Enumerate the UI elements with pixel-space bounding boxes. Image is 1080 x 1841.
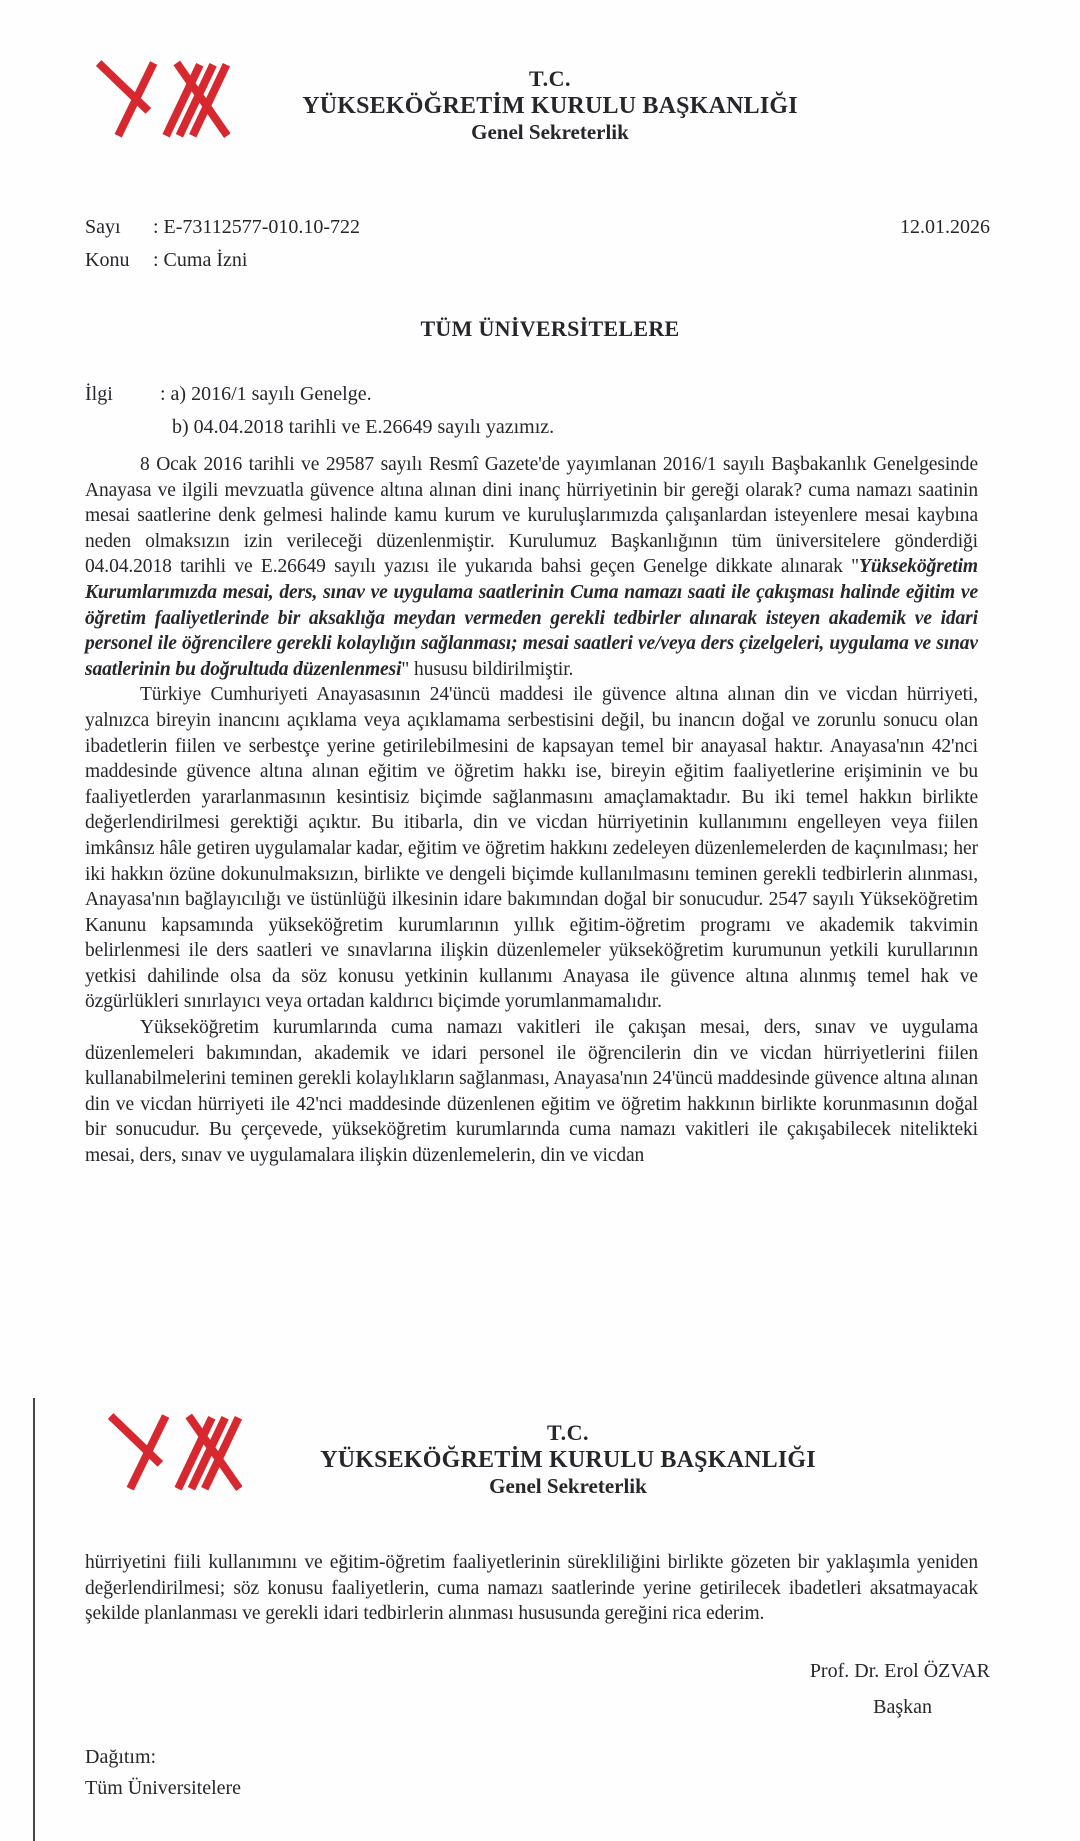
sayi-label: Sayı: [85, 216, 121, 238]
republic-title: T.C.: [529, 66, 571, 91]
signature-title: Başkan: [873, 1696, 932, 1718]
konu-row: [85, 249, 990, 272]
letter-date: 12.01.2026: [900, 216, 990, 238]
distribution-block: [85, 1742, 241, 1804]
letter-body-page2: [85, 1550, 978, 1627]
reference-item-a: [85, 378, 978, 411]
signature-name: Prof. Dr. Erol ÖZVAR: [809, 1660, 990, 1682]
konu-value: : Cuma İzni: [153, 249, 248, 271]
konu-label: Konu: [85, 249, 130, 271]
signature-block: [700, 1653, 990, 1725]
distribution-item: Tüm Üniversitelere: [85, 1777, 242, 1799]
letter-body-page1: [85, 452, 978, 1169]
ilgi-label: İlgi: [85, 383, 113, 405]
letterhead-page1: [240, 66, 860, 145]
paragraph-3: Yükseköğretim kurumlarında cuma namazı vakitleri ile çakışan mesai, ders, sınav ve uygulama düzenlemeleri bakımından, akademik ve idari personel ile öğrencilerin din ve vicdan hürriyetlerini fiilen kullanabilmelerini teminen gerekli kolaylıkların sağlanması, Anayasa'nın 24'üncü maddesinde güvence altına alınan din ve vicdan hürriyeti ile 42'nci maddesinde düzenlenen eğitim ve öğretim hakkının birlikte korunmasının doğal bir sonucudur. Bu çerçevede, yükseköğretim kurumlarında cuma namazı vakitleri ile çakışabilecek nitelikteki mesai, ders, sınav ve uygulamalara ilişkin düzenlemelerin, din ve vicdan: [85, 1017, 978, 1167]
yok-logo-icon: [88, 55, 230, 149]
department-title: Genel Sekreterlik: [489, 1474, 647, 1499]
ilgi-item-a-text: : a) 2016/1 sayılı Genelge.: [160, 383, 372, 405]
sayi-row: [85, 216, 990, 239]
organization-title: YÜKSEKÖĞRETİM KURULU BAŞKANLIĞI: [320, 1446, 816, 1473]
paragraph-2: Türkiye Cumhuriyeti Anayasasının 24'üncü maddesi ile güvence altına alınan din ve vicdan hürriyeti, yalnızca bireyin inancını açıklama veya açıklamama serbestisini değil, bu inancın doğal ve zorunlu sonucu olan ibadetlerin fiilen ve serbestçe yerine getirilebilmesini de kapsayan temel bir anayasal haktır. Anayasa'nın 42'nci maddesinde güvence altına alınan eğitim ve öğretim hakkı ise, bireyin eğitim faaliyetlerine erişiminin ve bu faaliyetlerden yararlanmasının kesintisiz biçimde sağlanmasını amaçlamaktadır. Bu iki temel hakkın birlikte değerlendirilmesi gerektiği açıktır. Bu itibarla, din ve vicdan hürriyetinin kullanımını engelleyen veya fiilen imkânsız hâle getiren uygulamalar kadar, eğitim ve öğretim hakkını zedeleyen düzenlemelerden de kaçınılması; her iki hakkın özüne dokunulmaksızın, birlikte ve dengeli biçimde kullanılmasını teminen gerekli tedbirlerin alınması, Anayasa'nın bağlayıcılığı ve üstünlüğü ilkesinin idare bakımından doğal bir sonucudur. 2547 sayılı Yükseköğretim Kanunu kapsamında yükseköğretim kurumlarının yıllık eğitim-öğretim programı ve akademik takvimin belirlenmesi ile ders saatleri ve sınavlarına ilişkin düzenlemeler yükseköğretim kurumunun yetkili kurullarının yetkisi dahilinde olsa da söz konusu yetkinin kullanımı Anayasa ile güvence altına alınmış temel hak ve özgürlükleri sınırlayıcı veya ortadan kaldırıcı biçimde yorumlanmamalıdır.: [85, 684, 978, 1013]
republic-title: T.C.: [547, 1420, 589, 1445]
distribution-label: Dağıtım:: [85, 1746, 157, 1768]
quoted-circular-passage: Yükseköğretim Kurumlarımızda mesai, ders, sınav ve uygulama saatlerinin Cuma namazı saati ile çakışması halinde eğitim ve öğretim faaliyetlerinde bir aksaklığa meydan vermeden gerekli tedbirler alınarak isteyen akademik ve idari personel ile öğrencilere gerekli kolaylığın sağlanması; mesai saatleri ve/veya ders çizelgeleri, uygulama ve sınav saatlerinin bu doğrultuda düzenlenmesi: [85, 556, 978, 680]
paragraph-1-post: " hususu bildirilmiştir.: [401, 658, 574, 680]
references-block: [85, 378, 978, 444]
reference-item-b: b) 04.04.2018 tarihli ve E.26649 sayılı yazımız.: [172, 416, 555, 438]
organization-title: YÜKSEKÖĞRETİM KURULU BAŞKANLIĞI: [302, 92, 798, 119]
scan-page-edge-line: [33, 1398, 35, 1841]
recipient-line: TÜM ÜNİVERSİTELERE: [420, 316, 680, 341]
sayi-value: : E-73112577-010.10-722: [153, 216, 361, 238]
letterhead-page2: [258, 1420, 878, 1499]
department-title: Genel Sekreterlik: [471, 120, 629, 145]
yok-logo-icon: [100, 1408, 242, 1502]
letter-meta: [85, 216, 990, 282]
paragraph-1-pre: 8 Ocak 2016 tarihli ve 29587 sayılı Resmî Gazete'de yayımlanan 2016/1 sayılı Başbakanlık Genelgesinde Anayasa ve ilgili mevzuatla güvence altına alınan dini inanç hürriyetinin bir gereği olarak? cuma namazı saatinin mesai saatlerine denk gelmesi halinde kamu kurum ve kuruluşlarımızda çalışanlardan isteyenlere mesai kaybına neden olmaksızın izin verileceği düzenlenmiştir. Kurulumuz Başkanlığının tüm üniversitelere gönderdiği 04.04.2018 tarihli ve E.26649 sayılı yazısı ile yukarıda bahsi geçen Genelge dikkate alınarak ": [85, 454, 978, 578]
paragraph-3-continuation: hürriyetini fiili kullanımını ve eğitim-öğretim faaliyetlerinin sürekliliğini birlikte gözeten bir yaklaşımla yeniden değerlendirilmesi; söz konusu faaliyetlerin, cuma namazı saatlerinde yerine getirilecek ibadetleri aksatmayacak şekilde planlanması ve gerekli idari tedbirlerin alınması hususunda gereğini rica ederim.: [85, 1552, 978, 1625]
paragraph-1: [85, 452, 978, 682]
